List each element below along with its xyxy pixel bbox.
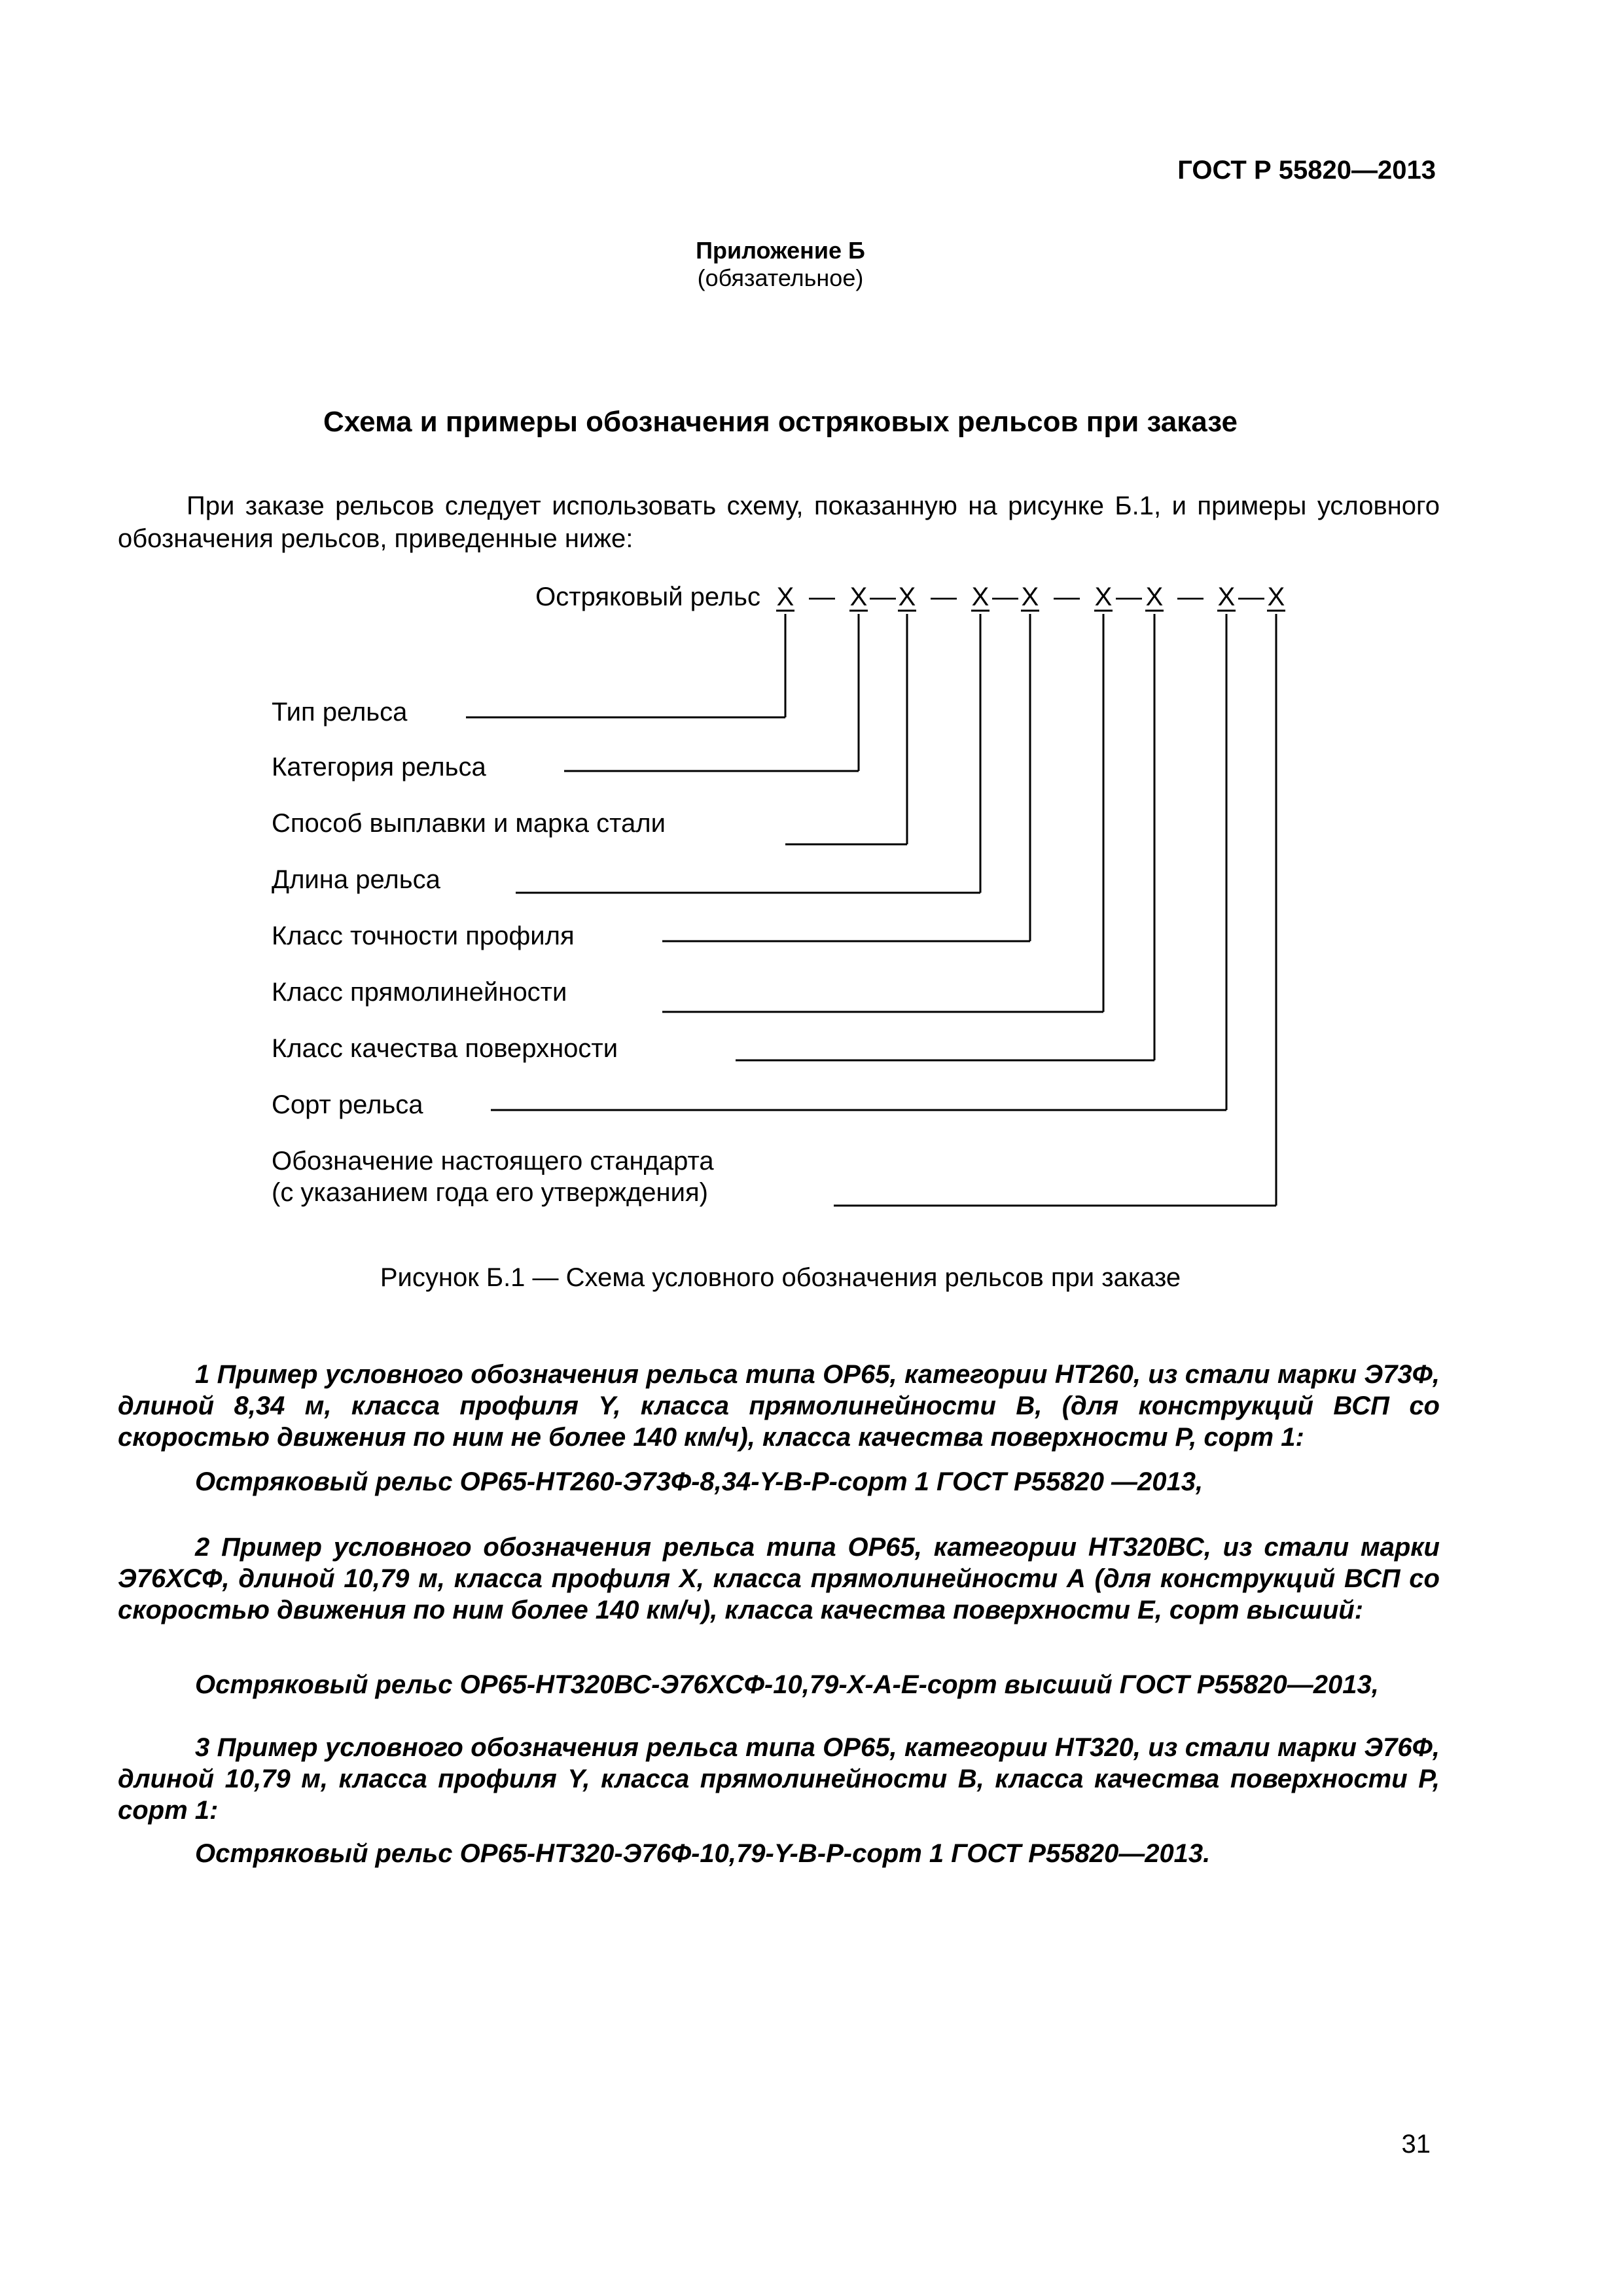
example-1 <box>118 1359 1440 1453</box>
label-rail-grade: Сорт рельса <box>272 1090 423 1119</box>
label-rail-category: Категория рельса <box>272 753 486 781</box>
label-straightness-class: Класс прямолинейности <box>272 978 567 1007</box>
scheme-dash: — <box>809 583 835 611</box>
example-2 <box>118 1532 1440 1626</box>
section-title: Схема и примеры обозначения остряковых рельсов при заказе <box>323 406 1238 438</box>
scheme-placeholder: Х <box>971 583 990 611</box>
scheme-placeholder: Х <box>1267 583 1285 611</box>
leader-lines <box>466 614 1276 1206</box>
label-rail-type: Тип рельса <box>272 698 408 726</box>
scheme-placeholder: Х <box>1145 583 1164 611</box>
label-surface-quality: Класс качества поверхности <box>272 1034 618 1063</box>
scheme-placeholder: Х <box>898 583 916 611</box>
scheme-dash: — <box>1054 583 1080 611</box>
scheme-dash: — <box>1177 583 1204 611</box>
scheme-placeholder: Х <box>1094 583 1113 611</box>
scheme-dash: — <box>1116 583 1142 611</box>
appendix-subtitle: (обязательное) <box>697 264 864 291</box>
intro-paragraph: При заказе рельсов следует использовать схему, показанную на рисунке Б.1, и примеры условного обозначения рельсов, приведенные ниже: <box>118 492 1440 553</box>
example-2-text: 2 Пример условного обозначения рельса типа ОР65, категории НТ320ВС, из стали марки Э76ХСФ, длиной 10,79 м, класса профиля Х, класса прямолинейности А (для конструкций ВСП со скоростью движения по ним более 140 км/ч), класса качества поверхности Е, сорт высший: <box>118 1533 1440 1624</box>
example-2-designation: Остряковый рельс ОР65-НТ320ВС-Э76ХСФ-10,79-Х-А-Е-сорт высший ГОСТ Р55820—2013, <box>195 1670 1379 1699</box>
scheme-placeholder: Х <box>1217 583 1236 611</box>
example-1-text: 1 Пример условного обозначения рельса типа ОР65, категории НТ260, из стали марки Э73Ф, длиной 8,34 м, класса профиля Y, класса прямолинейности В, (для конструкций ВСП со скоростью движения по ним не более 140 км/ч), класса качества поверхности Р, сорт 1: <box>118 1360 1440 1452</box>
scheme-dash: — <box>992 583 1018 611</box>
example-1-designation: Остряковый рельс ОР65-НТ260-Э73Ф-8,34-Y-В-Р-сорт 1 ГОСТ Р55820 —2013, <box>195 1467 1204 1496</box>
scheme-dash: — <box>1238 583 1264 611</box>
document-code: ГОСТ Р 55820—2013 <box>1177 156 1436 185</box>
label-profile-accuracy: Класс точности профиля <box>272 922 575 950</box>
label-standard: Обозначение настоящего стандарта <box>272 1147 714 1175</box>
example-3-text: 3 Пример условного обозначения рельса типа ОР65, категории НТ320, из стали марки Э76Ф, длиной 10,79 м, класса профиля Y, класса прямолинейности В, класса качества поверхности Р, сорт 1: <box>118 1733 1440 1825</box>
scheme-dash: — <box>870 583 896 611</box>
label-steel-grade: Способ выплавки и марка стали <box>272 809 666 838</box>
scheme-placeholder: Х <box>1021 583 1039 611</box>
figure-caption: Рисунок Б.1 — Схема условного обозначения рельсов при заказе <box>380 1263 1181 1292</box>
label-rail-length: Длина рельса <box>272 865 440 894</box>
placeholder-group <box>776 583 1285 611</box>
scheme-placeholder: Х <box>849 583 868 611</box>
scheme-placeholder: Х <box>776 583 794 611</box>
scheme-dash: — <box>931 583 957 611</box>
example-3 <box>118 1732 1440 1826</box>
appendix-title: Приложение Б <box>696 237 865 264</box>
example-3-designation: Остряковый рельс ОР65-НТ320-Э76Ф-10,79-Y-В-Р-сорт 1 ГОСТ Р55820—2013. <box>195 1839 1211 1868</box>
label-standard-year: (с указанием года его утверждения) <box>272 1178 708 1207</box>
scheme-prefix: Остряковый рельс <box>535 583 760 611</box>
page-number: 31 <box>1401 2130 1431 2159</box>
